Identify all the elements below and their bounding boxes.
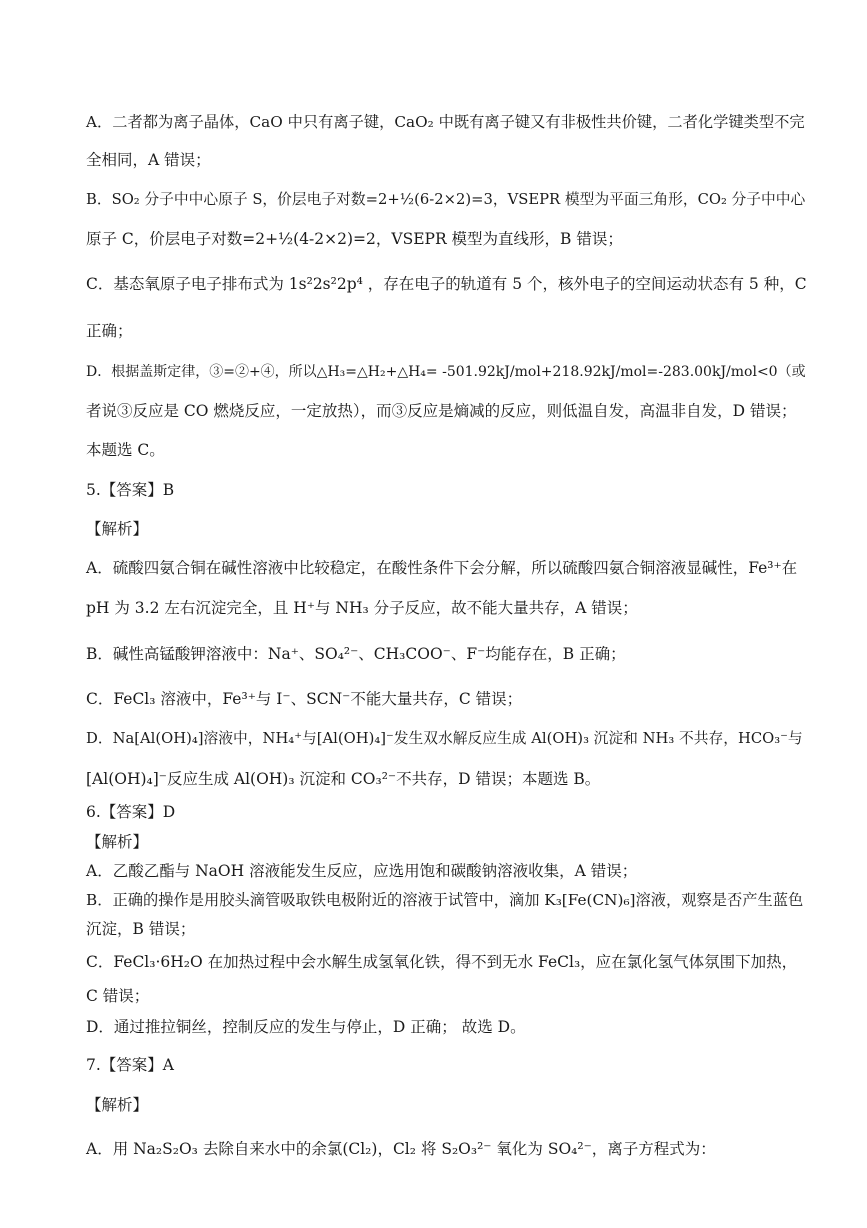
text-line: 本题选 C。: [86, 441, 165, 459]
text-line: B．碱性高锰酸钾溶液中：Na⁺、SO₄²⁻、CH₃COO⁻、F⁻均能存在，B 正确；: [86, 645, 626, 663]
text-line: A．硫酸四氨合铜在碱性溶液中比较稳定，在酸性条件下会分解，所以硫酸四氨合铜溶液显碱性，Fe³⁺在: [86, 559, 798, 577]
text-line: pH 为 3.2 左右沉淀完全，且 H⁺与 NH₃ 分子反应，故不能大量共存，A 错误；: [86, 599, 638, 617]
text-line: C．FeCl₃ 溶液中，Fe³⁺与 I⁻、SCN⁻不能大量共存，C 错误；: [86, 690, 523, 708]
text-line: 原子 C，价层电子对数=2+½(4-2×2)=2，VSEPR 模型为直线形，B 错误；: [86, 230, 623, 248]
text-line: [Al(OH)₄]⁻反应生成 Al(OH)₃ 沉淀和 CO₃²⁻不共存，D 错误；本题选 B。: [86, 770, 601, 788]
text-line: A．二者都为离子晶体，CaO 中只有离子键，CaO₂ 中既有离子键又有非极性共价键，二者化学键类型不完: [86, 113, 805, 131]
text-line: C．基态氧原子电子排布式为 1s²2s²2p⁴ ，存在电子的轨道有 5 个，核外电子的空间运动状态有 5 种，C: [86, 275, 807, 293]
answer-heading: 6.【答案】D: [86, 803, 176, 821]
analysis-heading: 【解析】: [86, 833, 149, 851]
text-line: A．乙酸乙酯与 NaOH 溶液能发生反应，应选用饱和碳酸钠溶液收集，A 错误；: [86, 862, 638, 880]
analysis-heading: 【解析】: [86, 520, 149, 538]
answer-heading: 5.【答案】B: [86, 481, 175, 499]
text-line: 沉淀，B 错误；: [86, 920, 196, 938]
text-line: D．Na[Al(OH)₄]溶液中，NH₄⁺与[Al(OH)₄]⁻发生双水解反应生成 Al(OH)₃ 沉淀和 NH₃ 不共存，HCO₃⁻与: [86, 730, 803, 747]
text-line: 者说③反应是 CO 燃烧反应，一定放热），而③反应是熵减的反应，则低温自发，高温非自发，D 错误；: [86, 402, 797, 420]
text-line: B．正确的操作是用胶头滴管吸取铁电极附近的溶液于试管中，滴加 K₃[Fe(CN)₆]溶液，观察是否产生蓝色: [86, 891, 804, 909]
text-line: C．FeCl₃·6H₂O 在加热过程中会水解生成氢氧化铁，得不到无水 FeCl₃，应在氯化氢气体氛围下加热，: [86, 953, 798, 971]
text-line: 全相同，A 错误；: [86, 151, 211, 169]
analysis-heading: 【解析】: [86, 1096, 149, 1114]
text-line: B．SO₂ 分子中中心原子 S，价层电子对数=2+½(6-2×2)=3，VSEPR 模型为平面三角形，CO₂ 分子中中心: [86, 191, 806, 208]
text-line: A．用 Na₂S₂O₃ 去除自来水中的余氯(Cl₂)，Cl₂ 将 S₂O₃²⁻ 氧化为 SO₄²⁻，离子方程式为：: [86, 1140, 716, 1158]
text-line: D．根据盖斯定律，③=②+④，所以△H₃=△H₂+△H₄= -501.92kJ/mol+218.92kJ/mol=-283.00kJ/mol<0（或: [86, 364, 806, 380]
text-line: D．通过推拉铜丝，控制反应的发生与停止，D 正确； 故选 D。: [86, 1018, 526, 1036]
text-line: 正确；: [86, 322, 133, 340]
text-line: C 错误；: [86, 987, 150, 1005]
answer-heading: 7.【答案】A: [86, 1056, 174, 1074]
